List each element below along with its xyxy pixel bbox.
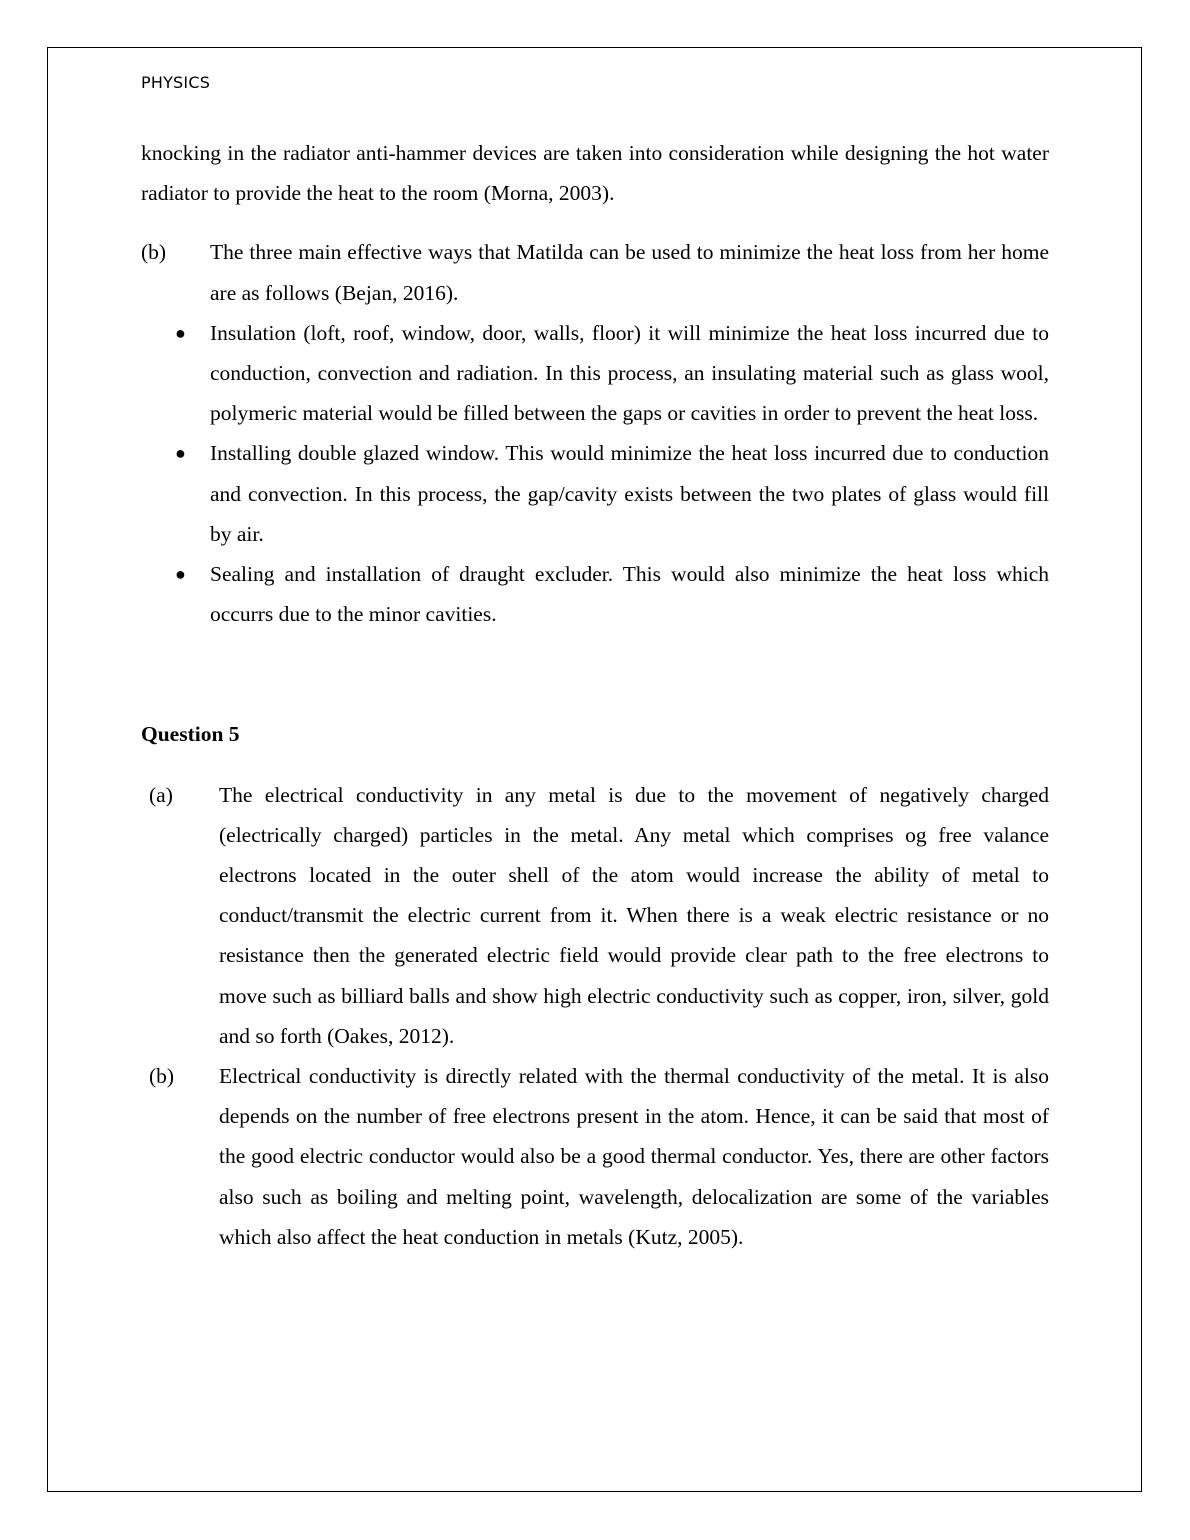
list-item [141, 554, 1049, 634]
bullet-icon: ● [175, 564, 186, 585]
part-b-text: The three main effective ways that Matilda can be used to minimize the heat loss from her home are as follows (Bejan, 2016). [210, 240, 1049, 305]
bullet-text: Sealing and installation of draught excluder. This would also minimize the heat loss which occurrs due to the minor cavities. [210, 562, 1049, 627]
document-body [141, 133, 1049, 1257]
question-5-part-b [141, 1056, 1049, 1257]
question-5-part-a [141, 775, 1049, 1056]
intro-paragraph: knocking in the radiator anti-hammer devices are taken into consideration while designing the hot water radiator to provide the heat to the room (Morna, 2003). [141, 141, 1049, 206]
bullet-text: Insulation (loft, roof, window, door, walls, floor) it will minimize the heat loss incurred due to conduction, convection and radiation. In this process, an insulating material such as glass wool, polymeric material would be filled between the gaps or cavities in order to prevent the heat loss. [210, 320, 1049, 426]
page-header: PHYSICS [141, 73, 211, 92]
bullet-icon: ● [175, 322, 186, 343]
part-b-item [141, 232, 1049, 312]
bullet-icon: ● [175, 443, 186, 464]
list-item [141, 313, 1049, 434]
question-5-heading: Question 5 [141, 722, 240, 747]
bullet-text: Installing double glazed window. This would minimize the heat loss incurred due to conduction and convection. In this process, the gap/cavity exists between the two plates of glass would fill by air. [210, 441, 1049, 546]
part-a-label: (a) [149, 782, 173, 807]
list-item [141, 433, 1049, 554]
part-b-label: (b) [141, 240, 167, 265]
part-b-text: Electrical conductivity is directly related with the thermal conductivity of the metal. It is also depends on the number of free electrons present in the atom. Hence, it can be said that most of the good electric conductor would also be a good thermal conductor. Yes, there are other factors also such as boiling and melting point, wavelength, delocalization are some of the variables which also affect the heat conduction in metals (Kutz, 2005). [219, 1064, 1049, 1249]
part-a-text: The electrical conductivity in any metal is due to the movement of negatively charged (electrically charged) particles in the metal. Any metal which comprises og free valance electrons located in the outer shell of the atom would increase the ability of metal to conduct/transmit the electric current from it. When there is a weak electric resistance or no resistance then the generated electric field would provide clear path to the free electrons to move such as billiard balls and show high electric conductivity such as copper, iron, silver, gold and so forth (Oakes, 2012). [219, 782, 1049, 1048]
part-b-label: (b) [149, 1064, 175, 1089]
